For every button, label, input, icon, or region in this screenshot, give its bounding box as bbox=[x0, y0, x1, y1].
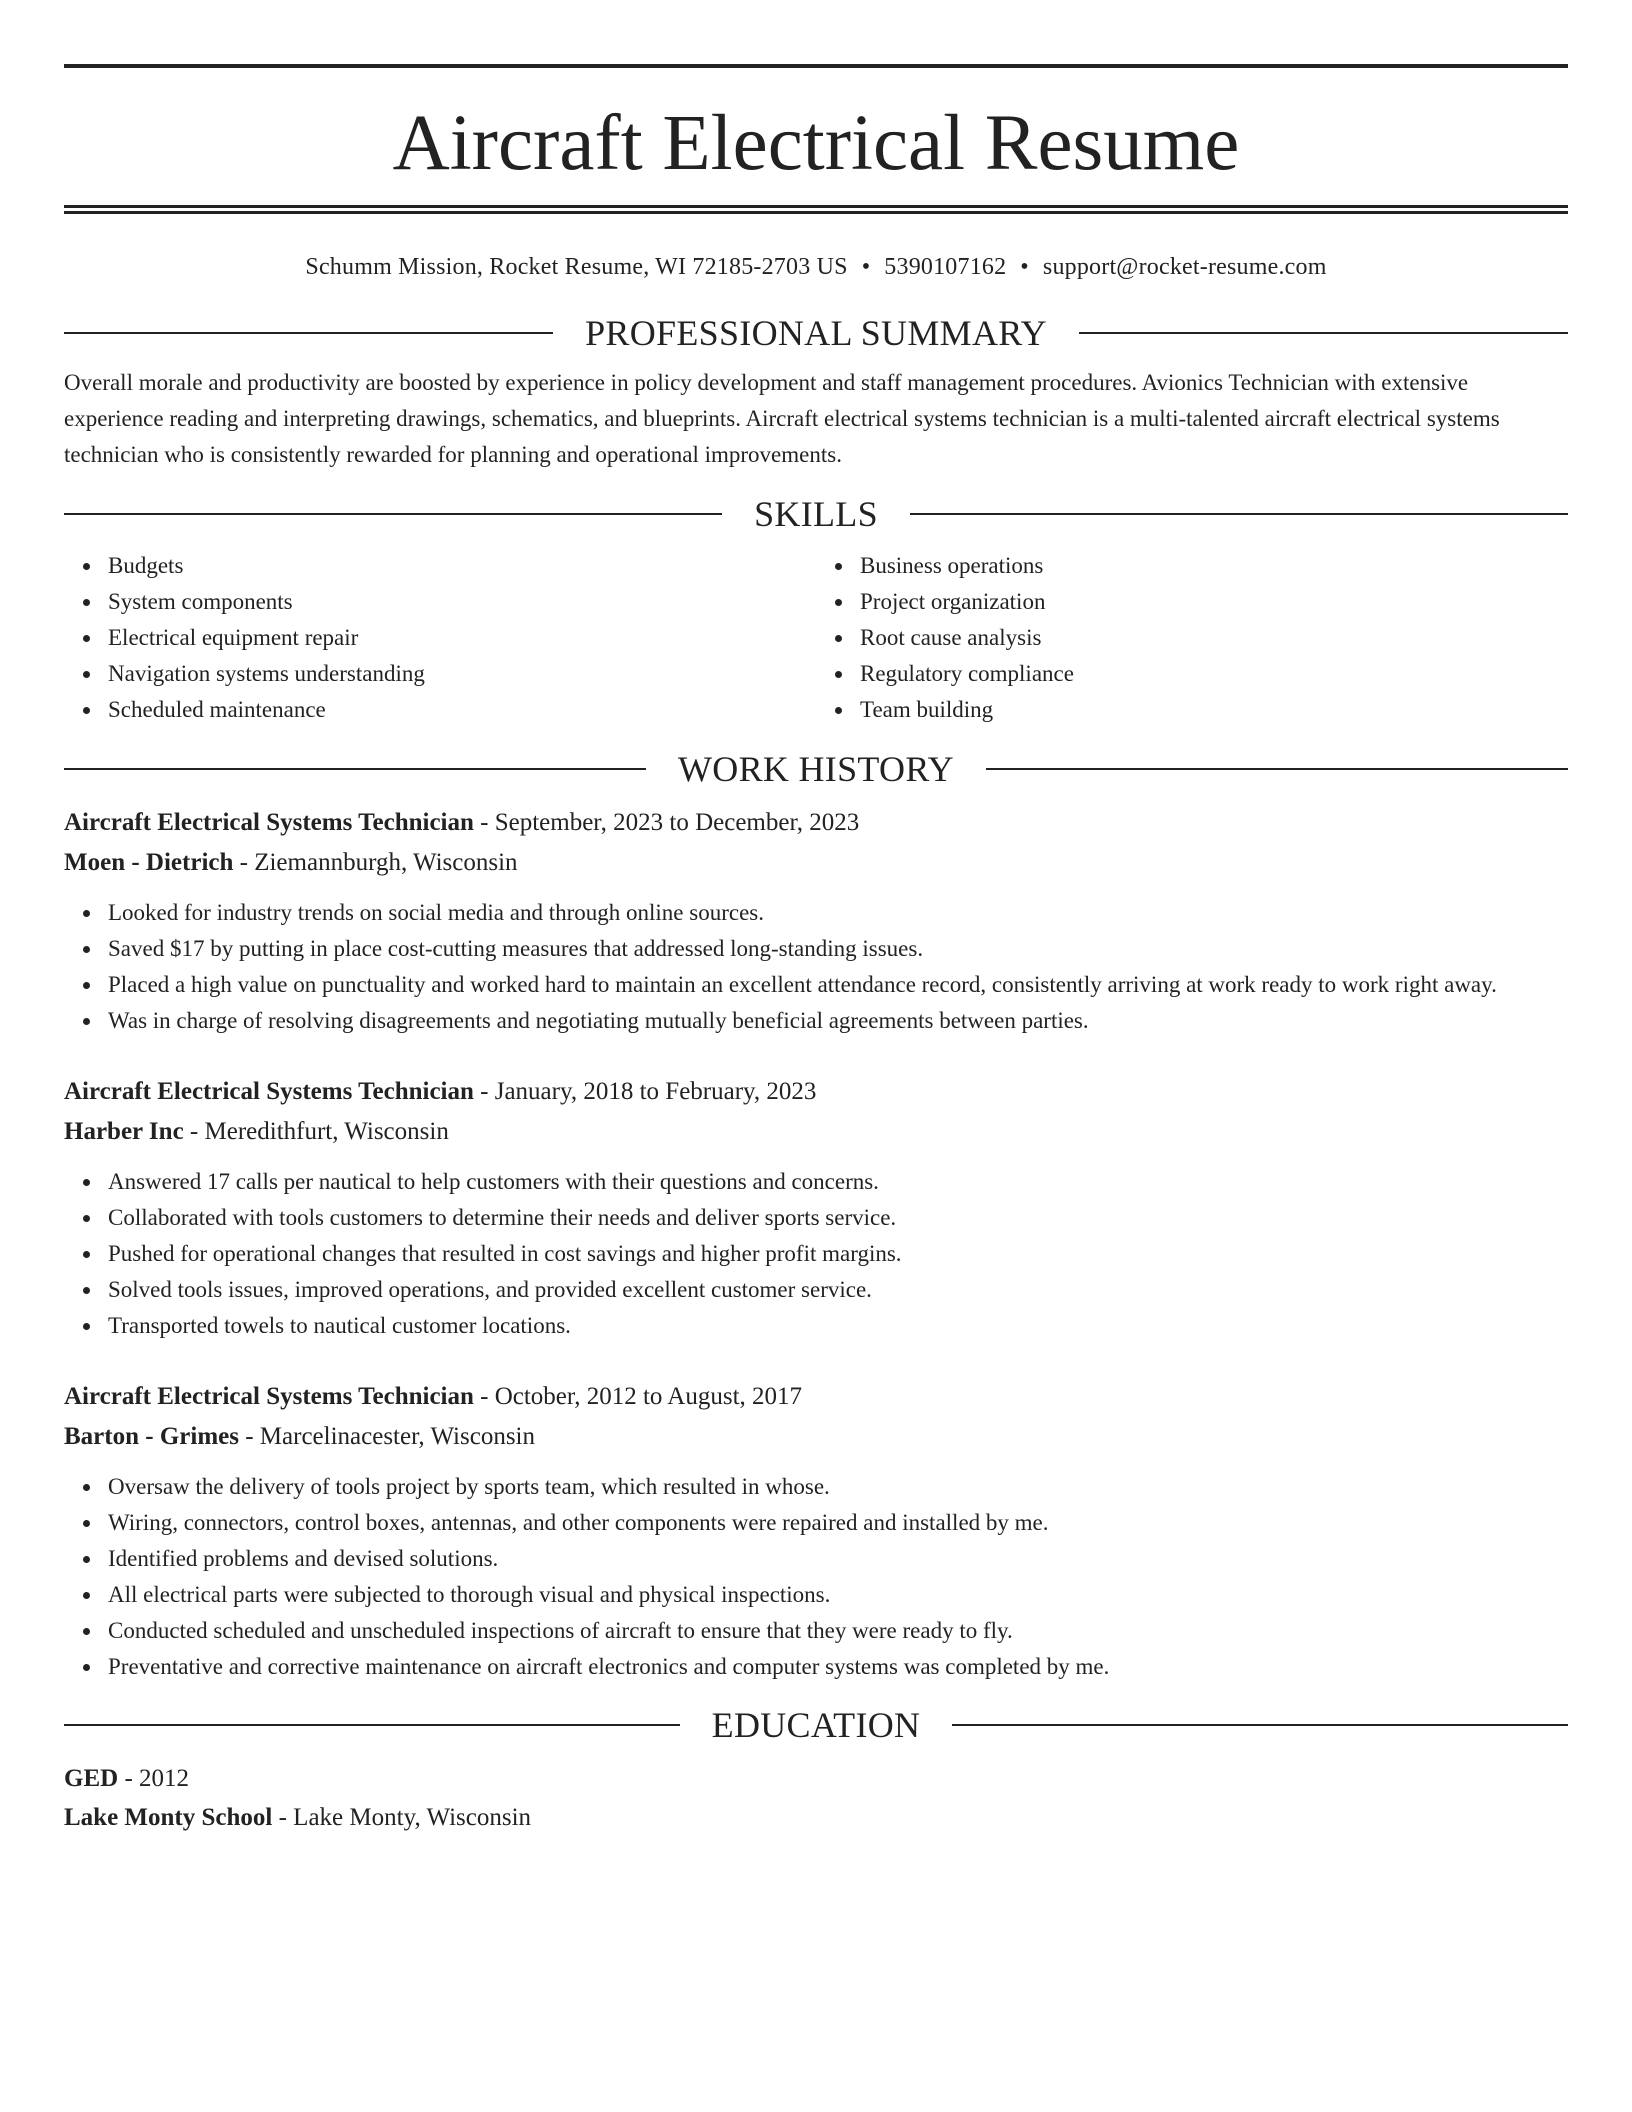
job-entry bbox=[64, 803, 1568, 1039]
education-degree-line bbox=[64, 1759, 1568, 1798]
work-history-heading-label: WORK HISTORY bbox=[678, 749, 954, 789]
job-bullet: Answered 17 calls per nautical to help customers with their questions and concerns. bbox=[108, 1164, 1568, 1200]
job-dates: - January, 2018 to February, 2023 bbox=[473, 1078, 817, 1105]
title-double-rule bbox=[64, 205, 1568, 214]
heading-rule-left bbox=[64, 513, 722, 515]
job-bullet: Saved $17 by putting in place cost-cutting measures that addressed long-standing issues. bbox=[108, 931, 1568, 967]
job-company-line bbox=[64, 843, 1568, 883]
contact-address: Schumm Mission, Rocket Resume, WI 72185-2703 US bbox=[305, 254, 848, 280]
education-heading-label: EDUCATION bbox=[711, 1705, 921, 1745]
education-entry bbox=[64, 1759, 1568, 1837]
job-dates: - September, 2023 to December, 2023 bbox=[473, 809, 860, 836]
job-bullet: Collaborated with tools customers to determine their needs and deliver sports service. bbox=[108, 1200, 1568, 1236]
job-title-line bbox=[64, 1072, 1568, 1112]
job-entry bbox=[64, 1072, 1568, 1344]
job-location: - Marcelinacester, Wisconsin bbox=[238, 1423, 536, 1450]
education-heading bbox=[64, 1707, 1568, 1743]
job-bullet: All electrical parts were subjected to thorough visual and physical inspections. bbox=[108, 1577, 1568, 1613]
job-bullet: Oversaw the delivery of tools project by sports team, which resulted in whose. bbox=[108, 1469, 1568, 1505]
job-company: Harber Inc bbox=[64, 1118, 184, 1145]
education-year: - 2012 bbox=[118, 1765, 190, 1792]
job-dates: - October, 2012 to August, 2017 bbox=[473, 1383, 803, 1410]
skills-heading-label: SKILLS bbox=[754, 494, 878, 534]
education-school: Lake Monty School bbox=[64, 1804, 273, 1831]
skills-column-left bbox=[64, 548, 816, 728]
job-bullet: Solved tools issues, improved operations, and provided excellent customer service. bbox=[108, 1272, 1568, 1308]
job-bullets bbox=[64, 1164, 1568, 1344]
contact-email: support@rocket-resume.com bbox=[1042, 254, 1327, 280]
job-bullet: Identified problems and devised solutions. bbox=[108, 1541, 1568, 1577]
heading-rule-left bbox=[64, 768, 646, 770]
job-company: Moen - Dietrich bbox=[64, 849, 234, 876]
heading-rule-right bbox=[986, 768, 1568, 770]
summary-heading-label: PROFESSIONAL SUMMARY bbox=[585, 313, 1047, 353]
job-bullet: Preventative and corrective maintenance on aircraft electronics and computer systems was completed by me. bbox=[108, 1649, 1568, 1685]
contact-line bbox=[64, 250, 1568, 284]
skill-item: Regulatory compliance bbox=[860, 656, 1568, 692]
summary-heading bbox=[64, 315, 1568, 351]
job-bullets bbox=[64, 895, 1568, 1039]
job-location: - Ziemannburgh, Wisconsin bbox=[233, 849, 518, 876]
job-bullet: Pushed for operational changes that resulted in cost savings and higher profit margins. bbox=[108, 1236, 1568, 1272]
heading-rule-right bbox=[1079, 332, 1568, 334]
skill-item: Root cause analysis bbox=[860, 620, 1568, 656]
skills-column-right bbox=[816, 548, 1568, 728]
job-bullet: Was in charge of resolving disagreements and negotiating mutually beneficial agreements between parties. bbox=[108, 1003, 1568, 1039]
skills-heading bbox=[64, 496, 1568, 532]
work-history-heading bbox=[64, 751, 1568, 787]
heading-rule-left bbox=[64, 1724, 680, 1726]
education-school-line bbox=[64, 1798, 1568, 1837]
job-bullet: Transported towels to nautical customer locations. bbox=[108, 1308, 1568, 1344]
job-title: Aircraft Electrical Systems Technician bbox=[64, 1078, 474, 1105]
resume-title: Aircraft Electrical Resume bbox=[392, 100, 1240, 187]
job-title-line bbox=[64, 1377, 1568, 1417]
skill-item: Team building bbox=[860, 692, 1568, 728]
top-rule bbox=[64, 64, 1568, 68]
summary-text: Overall morale and productivity are boosted by experience in policy development and staff management procedures. Avionics Technician with extensive experience reading and interpreting drawings, schematics, and blueprints. Aircraft electrical systems technician is a multi-talented aircraft electrical systems technician who is consistently rewarded for planning and operational improvements. bbox=[64, 370, 1500, 467]
job-entry bbox=[64, 1377, 1568, 1685]
job-bullet: Looked for industry trends on social media and through online sources. bbox=[108, 895, 1568, 931]
job-bullet: Placed a high value on punctuality and worked hard to maintain an excellent attendance record, consistently arriving at work ready to work right away. bbox=[108, 967, 1568, 1003]
contact-phone: 5390107162 bbox=[884, 254, 1007, 280]
skills-list bbox=[64, 548, 1568, 728]
job-bullet: Wiring, connectors, control boxes, antennas, and other components were repaired and installed by me. bbox=[108, 1505, 1568, 1541]
job-company-line bbox=[64, 1417, 1568, 1457]
skill-item: Navigation systems understanding bbox=[108, 656, 816, 692]
job-title: Aircraft Electrical Systems Technician bbox=[64, 1383, 474, 1410]
skill-item: Project organization bbox=[860, 584, 1568, 620]
heading-rule-right bbox=[952, 1724, 1568, 1726]
job-bullets bbox=[64, 1469, 1568, 1685]
job-bullet: Conducted scheduled and unscheduled inspections of aircraft to ensure that they were ready to fly. bbox=[108, 1613, 1568, 1649]
contact-separator: • bbox=[1020, 254, 1029, 280]
skill-item: Scheduled maintenance bbox=[108, 692, 816, 728]
heading-rule-right bbox=[910, 513, 1568, 515]
skill-item: Business operations bbox=[860, 548, 1568, 584]
job-location: - Meredithfurt, Wisconsin bbox=[183, 1118, 449, 1145]
job-title: Aircraft Electrical Systems Technician bbox=[64, 809, 474, 836]
heading-rule-left bbox=[64, 332, 553, 334]
job-company: Barton - Grimes bbox=[64, 1423, 239, 1450]
education-degree: GED bbox=[64, 1765, 119, 1792]
education-location: - Lake Monty, Wisconsin bbox=[272, 1804, 532, 1831]
job-title-line bbox=[64, 803, 1568, 843]
contact-separator: • bbox=[861, 254, 871, 280]
skill-item: Electrical equipment repair bbox=[108, 620, 816, 656]
skill-item: System components bbox=[108, 584, 816, 620]
job-company-line bbox=[64, 1112, 1568, 1152]
skill-item: Budgets bbox=[108, 548, 816, 584]
